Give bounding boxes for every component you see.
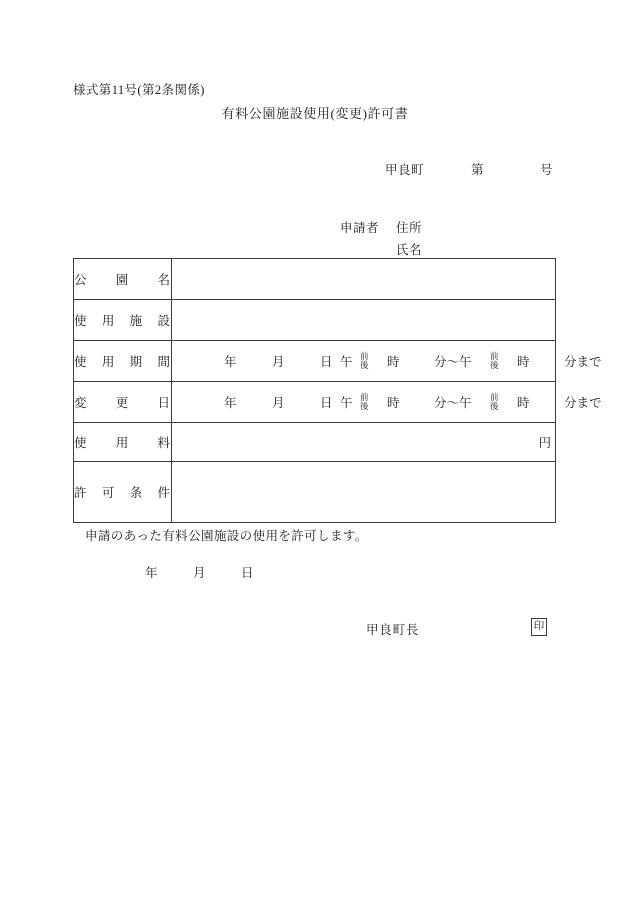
applicant-address-label: 住所 [396,221,423,235]
change-hour-label: 時 [387,396,400,410]
period-month-label: 月 [272,355,285,369]
row-value-conditions[interactable] [172,462,556,523]
period-hour-label: 時 [387,355,400,369]
row-head-park-name: 公園名 [74,259,172,300]
table-row [74,423,556,462]
table-row [74,382,556,423]
period-am-label: 前 [360,350,369,361]
change-ampm-stack [360,393,369,411]
table-row [74,300,556,341]
change-gozen-label: 午 [340,396,353,410]
issue-year-label: 年 [145,566,158,580]
permit-table [73,258,602,523]
period-hour-label-2: 時 [517,355,530,369]
change-hour-label-2: 時 [517,396,530,410]
change-minute-to-label: 分～午 [434,396,472,410]
signer-title: 甲良町長 [366,623,420,637]
change-month-label: 月 [272,396,285,410]
period-ampm-stack-2 [490,352,499,370]
number-suffix: 号 [540,163,554,177]
period-day-label: 日 [320,355,333,369]
change-year-label: 年 [224,396,237,410]
seal-box-icon: 印 [531,618,547,636]
town-name: 甲良町 [385,163,425,177]
document-title: 有料公園施設使用(変更)許可書 [221,106,409,121]
change-ampm-stack-2 [490,393,499,411]
issue-month-label: 月 [193,566,206,580]
change-am-label-2: 前 [490,391,499,402]
issue-day-label: 日 [241,566,254,580]
table-row [74,462,556,523]
table-row [74,259,556,300]
applicant-label: 申請者 [340,221,380,235]
permit-sentence: 申請のあった有料公園施設の使用を許可します。 [85,529,368,543]
row-head-change-date: 変更日 [74,382,172,423]
form-number: 様式第11号(第2条関係) [73,83,205,97]
change-pm-label: 後 [360,401,369,411]
number-prefix: 第 [471,163,485,177]
period-pm-label-2: 後 [490,360,499,370]
change-date-line [172,382,602,422]
row-value-fee[interactable] [172,423,556,462]
change-minute-end-label: 分まで [564,396,602,410]
row-value-change-date[interactable] [172,382,602,423]
change-am-label: 前 [360,391,369,402]
period-ampm-stack [360,352,369,370]
row-head-fee: 使用料 [74,423,172,462]
period-am-label-2: 前 [490,350,499,361]
row-head-facility: 使用施設 [74,300,172,341]
period-date-line [172,341,602,381]
period-year-label: 年 [224,355,237,369]
row-head-period: 使用期間 [74,341,172,382]
row-value-park-name[interactable] [172,259,556,300]
period-gozen-label: 午 [340,355,353,369]
row-head-conditions: 許可条件 [74,462,172,523]
applicant-name-label: 氏名 [396,243,423,257]
table-row [74,341,556,382]
period-minute-end-label: 分まで [564,355,602,369]
change-pm-label-2: 後 [490,401,499,411]
change-day-label: 日 [320,396,333,410]
period-minute-to-label: 分～午 [434,355,472,369]
fee-unit-label: 円 [538,436,551,450]
period-pm-label: 後 [360,360,369,370]
row-value-facility[interactable] [172,300,556,341]
row-value-period[interactable] [172,341,602,382]
